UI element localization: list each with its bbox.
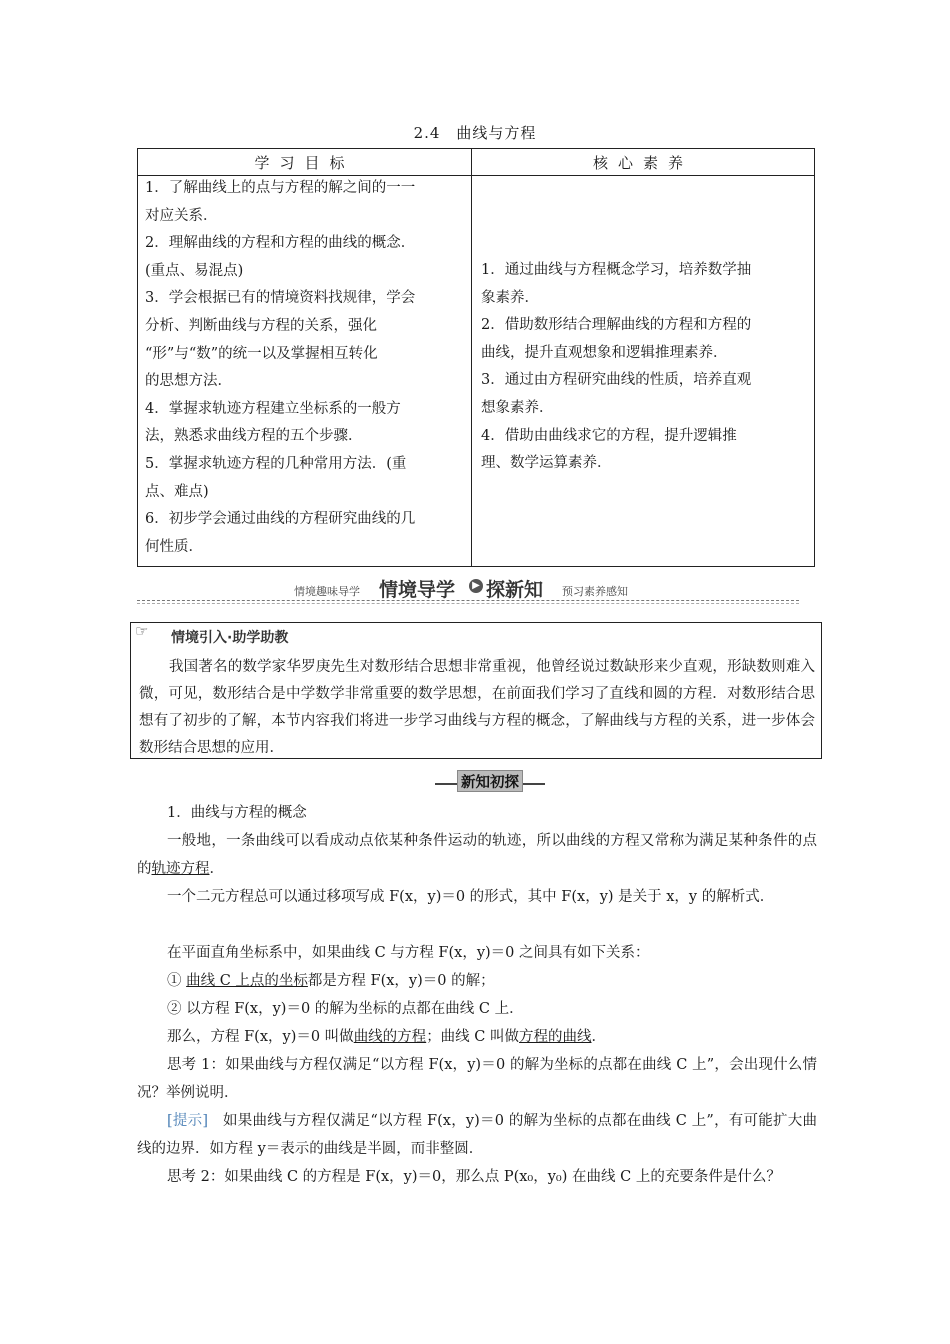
- condition-2: ② 以方程 F(x，y)＝0 的解为坐标的点都在曲线 C 上．: [167, 1001, 524, 1017]
- condition-1: ① 曲线 C 上点的坐标都是方程 F(x，y)＝0 的解；: [167, 973, 495, 989]
- paragraph-definition: 那么，方程 F(x，y)＝0 叫做曲线的方程；曲线 C 叫做方程的曲线．: [167, 1029, 606, 1045]
- core-literacy-header: 核心素养: [592, 154, 693, 172]
- right-line: 曲线，提升直观想象和逻辑推理素养．: [481, 344, 728, 361]
- banner-title-right: 探新知: [486, 579, 544, 601]
- right-line: 4．借助由曲线求它的方程，提升逻辑推: [481, 427, 737, 444]
- curve-equation-term: 曲线的方程: [353, 1029, 427, 1045]
- left-line: 6．初步学会通过曲线的方程研究曲线的几: [145, 511, 416, 528]
- learning-goals-header: 学习目标: [254, 154, 355, 172]
- left-line: 点、难点): [145, 483, 209, 500]
- left-line: 何性质．: [145, 538, 203, 555]
- curve-point-coordinates-term: 曲线 C 上点的坐标: [186, 973, 308, 989]
- banner-title-left: 情境导学: [379, 579, 456, 601]
- goals-table: [137, 148, 815, 567]
- banner-left-caption: 情境趣味导学: [294, 585, 360, 598]
- right-line: 2．借助数形结合理解曲线的方程和方程的: [481, 317, 752, 334]
- new-knowledge-heading: [435, 770, 545, 794]
- left-line: (重点、易混点): [145, 262, 244, 279]
- left-line: 5．掌握求轨迹方程的几种常用方法．(重: [145, 455, 407, 472]
- left-line: 3．学会根据已有的情境资料找规律，学会: [145, 290, 416, 307]
- section-banner: [137, 574, 799, 604]
- right-line: 象素养．: [481, 289, 539, 306]
- left-line: 分析、判断曲线与方程的关系，强化: [145, 317, 377, 334]
- think-question-2: 思考 2：如果曲线 C 的方程是 F(x，y)＝0，那么点 P(x₀，y₀) 在曲线 C 上的充要条件是什么？: [167, 1169, 781, 1185]
- core-literacy-list: [481, 257, 811, 478]
- heading-rule-right: [523, 783, 545, 785]
- left-line: “形”与“数”的统一以及掌握相互转化: [145, 345, 378, 362]
- left-line: 2．理解曲线的方程和方程的曲线的概念．: [145, 235, 416, 252]
- right-line: 1．通过曲线与方程概念学习，培养数学抽: [481, 262, 752, 278]
- intro-text: 我国著名的数学家华罗庚先生对数形结合思想非常重视，他曾经说过数缺形来少直观，形缺数则难入微，可见，数形结合是中学数学非常重要的数学思想，在前面我们学习了直线和圆的方程．对数形结合思想有了初步的了解，本节内容我们将进一步学习曲线与方程的概念，了解曲线与方程的关系，进一步体会数形结合思想的应用．: [139, 659, 815, 756]
- paragraph-coordinate-system: 在平面直角坐标系中，如果曲线 C 与方程 F(x，y)＝0 之间具有如下关系：: [167, 945, 650, 961]
- banner-rule-secondary: [137, 603, 799, 604]
- arrow-right-icon: ▶: [469, 579, 483, 593]
- hint-tag: [提示]: [167, 1113, 209, 1129]
- left-line: 法，熟悉求曲线方程的五个步骤．: [145, 428, 363, 445]
- think-question-1: 思考 1：如果曲线与方程仅满足“以方程 F(x，y)＝0 的解为坐标的点都在曲线 C 上”，会出现什么情况？举例说明．: [137, 1057, 817, 1101]
- concept-heading: 1．曲线与方程的概念: [167, 805, 307, 821]
- paragraph-trajectory: 一般地，一条曲线可以看成动点依某种条件运动的轨迹，所以曲线的方程又常称为满足某种条件的点的轨迹方程．: [137, 833, 817, 877]
- left-line: 的思想方法．: [145, 373, 232, 390]
- new-knowledge-label: 新知初探: [461, 775, 519, 791]
- trajectory-equation-term: 轨迹方程: [151, 860, 210, 877]
- equation-curve-term: 方程的曲线: [519, 1029, 592, 1045]
- table-column-divider: [471, 149, 472, 566]
- intro-header: 情境引入·助学助教: [171, 630, 289, 646]
- pointing-hand-icon: ☞: [135, 622, 149, 640]
- banner-rule: [137, 600, 799, 601]
- section-title: 2.4 曲线与方程: [413, 124, 537, 142]
- right-line: 理、数学运算素养．: [481, 455, 612, 472]
- banner-right-caption: 预习素养感知: [562, 585, 628, 598]
- right-line: 想象素养．: [481, 399, 554, 416]
- left-line: 4．掌握求轨迹方程建立坐标系的一般方: [145, 400, 401, 417]
- hint-paragraph: [提示] 如果曲线与方程仅满足“以方程 F(x，y)＝0 的解为坐标的点都在曲线 C 上”，有可能扩大曲线的边界．如方程 y＝表示的曲线是半圆，而非整圆．: [137, 1113, 817, 1157]
- paragraph-binary-equation: 一个二元方程总可以通过移项写成 F(x，y)＝0 的形式，其中 F(x，y) 是关于 x，y 的解析式．: [167, 889, 775, 905]
- intro-box: [130, 622, 822, 759]
- heading-rule-left: [435, 783, 457, 785]
- left-line: 1．了解曲线上的点与方程的解之间的一一: [145, 180, 416, 196]
- learning-goals-list: [145, 175, 467, 561]
- left-line: 对应关系．: [145, 207, 218, 224]
- right-line: 3．通过由方程研究曲线的性质，培养直观: [481, 372, 752, 389]
